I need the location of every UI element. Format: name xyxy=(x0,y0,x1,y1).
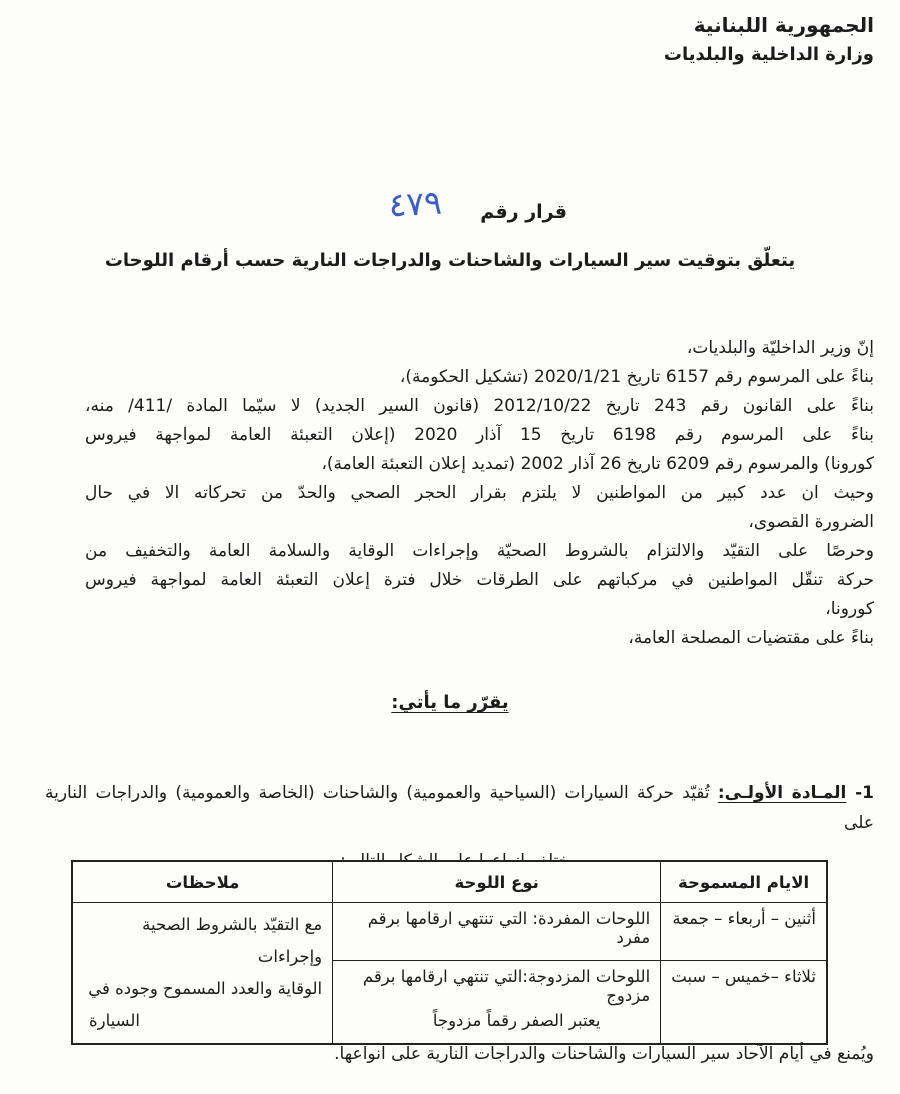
article-1-title: المـادة الأولـى: xyxy=(717,783,847,803)
sunday-ban-line: ويُمنع في أيام الآحاد سير السيارات والشاحنات والدراجات النارية على انواعها. xyxy=(334,1044,874,1064)
decision-number-row xyxy=(0,182,900,231)
notes-cell xyxy=(72,903,333,1045)
ministry-name: وزارة الداخلية والبلديات xyxy=(663,44,874,65)
plate-type-even xyxy=(333,961,661,1045)
decision-label: قرار رقم xyxy=(480,200,567,223)
plate-schedule-table xyxy=(71,860,828,1045)
header-allowed-days: الايام المسموحة xyxy=(661,861,827,903)
decree-subject: يتعلّق بتوقيت سير السيارات والشاحنات والدراجات النارية حسب أرقام اللوحات xyxy=(104,250,796,271)
preamble-line: كورونا، xyxy=(825,599,874,619)
notes-line: السيارة xyxy=(89,1011,140,1030)
preamble-line: بناءً على المرسوم رقم 6198 تاريخ 15 آذار 2020 (إعلان التعبئة العامة لمواجهة فيروس xyxy=(85,425,874,445)
notes-line: مع التقيّد بالشروط الصحية وإجراءات xyxy=(142,915,323,966)
preamble-line: الضرورة القصوى، xyxy=(748,512,874,532)
decree-heading: يقرّر ما يأتي: xyxy=(391,692,509,713)
table-header-row xyxy=(72,861,827,903)
preamble xyxy=(85,334,874,653)
notes-line: الوقاية والعدد المسموح وجوده في xyxy=(88,979,323,998)
preamble-line: وحيث ان عدد كبير من المواطنين لا يلتزم بقرار الحجر الصحي والحدّ من تحركاته الا في حال xyxy=(85,483,874,503)
article-1-number: 1- xyxy=(846,783,874,803)
plate-type-even-line: اللوحات المزدوجة:التي تنتهي ارقامها برقم مزدوج xyxy=(362,967,651,1005)
days-odd-plates: أثنين – أربعاء – جمعة xyxy=(661,903,827,961)
preamble-line: وحرصًا على التقيّد والالتزام بالشروط الصحيّة وإجراءات الوقاية والسلامة العامة والتخفيف من xyxy=(85,541,874,561)
handwritten-decision-number: ٤٧٩ xyxy=(387,182,443,225)
article-1-body: تُقيّد حركة السيارات (السياحية والعمومية) والشاحنات (الخاصة والعمومية) والدراجات النارية على xyxy=(45,783,874,833)
plate-type-odd: اللوحات المفردة: التي تنتهي ارقامها برقم مفرد xyxy=(333,903,661,961)
days-even-plates: ثلاثاء –خميس – سبت xyxy=(661,961,827,1045)
republic-name: الجمهورية اللبنانية xyxy=(693,13,874,37)
preamble-line: إنّ وزير الداخليّة والبلديات، xyxy=(686,338,874,358)
preamble-line: بناءً على المرسوم رقم 6157 تاريخ 2020/1/21 (تشكيل الحكومة)، xyxy=(399,367,874,387)
letterhead xyxy=(664,10,874,70)
plate-type-even-line: يعتبر الصفر رقماً مزدوجاً xyxy=(432,1011,601,1030)
header-plate-type: نوع اللوحة xyxy=(333,861,661,903)
table-row xyxy=(72,903,827,961)
header-notes: ملاحظات xyxy=(72,861,333,903)
preamble-line: بناءً على القانون رقم 243 تاريخ 2012/10/22 (قانون السير الجديد) لا سيّما المادة /411/ منه، xyxy=(85,396,875,416)
article-1-text xyxy=(45,778,874,838)
preamble-line: كورونا) والمرسوم رقم 6209 تاريخ 26 آذار 2002 (تمديد إعلان التعبئة العامة)، xyxy=(321,454,874,474)
preamble-line: بناءً على مقتضيات المصلحة العامة، xyxy=(628,628,874,648)
preamble-line: حركة تنقّل المواطنين في مركباتهم على الطرقات خلال فترة إعلان التعبئة العامة لمواجهة فيروس xyxy=(85,570,874,590)
